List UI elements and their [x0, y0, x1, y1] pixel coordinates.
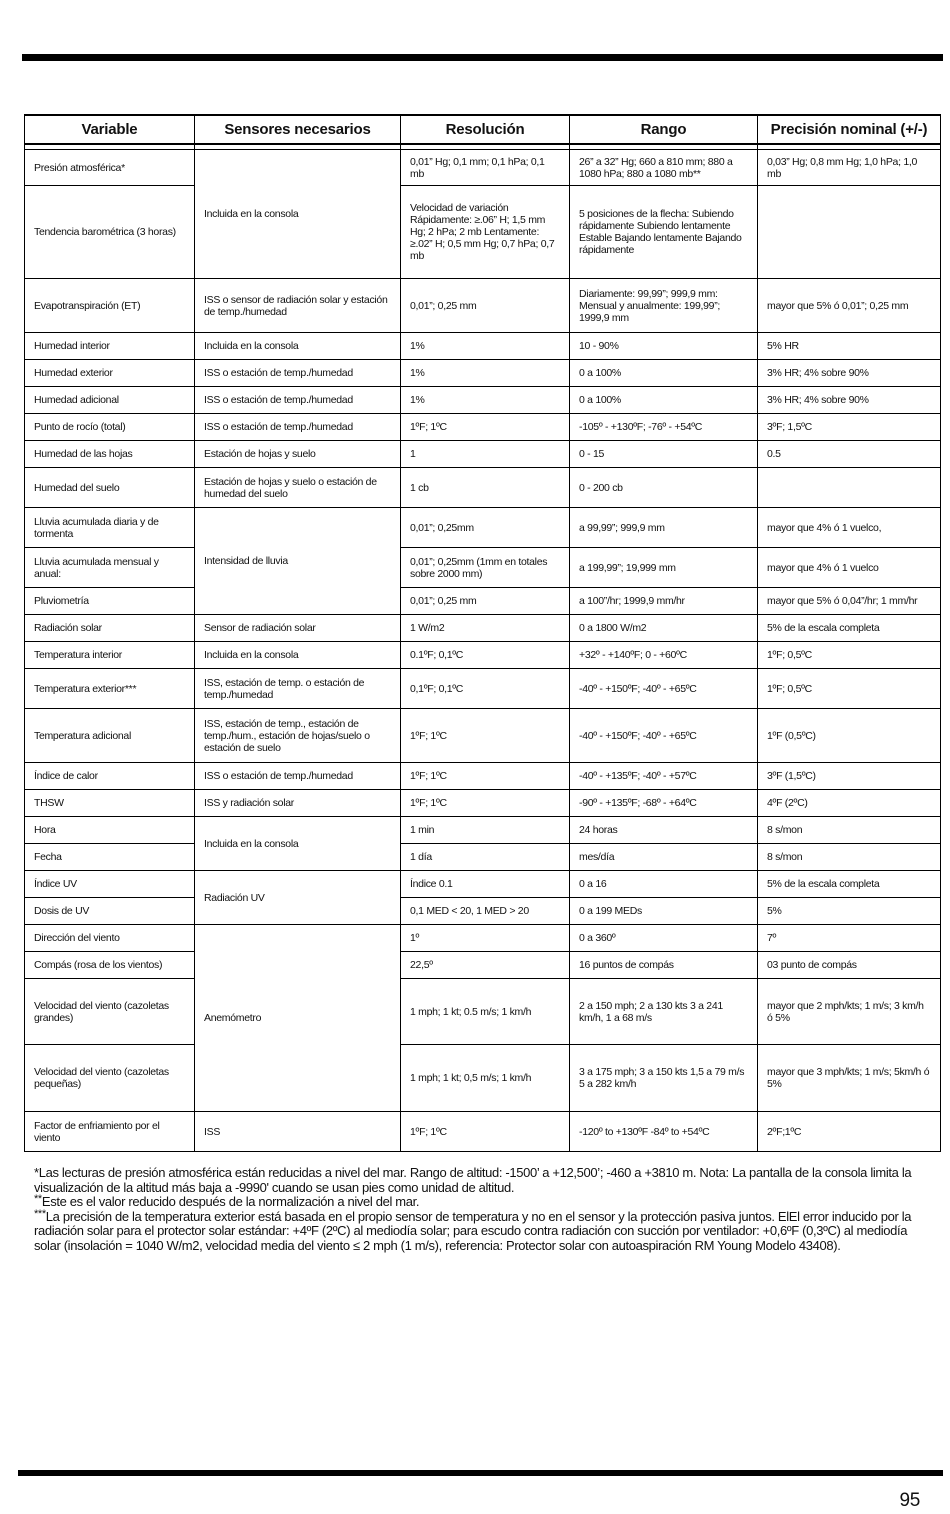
- cell-precision: 8 s/mon: [758, 817, 941, 844]
- cell-precision: 1ºF; 0,5ºC: [758, 642, 941, 669]
- cell-variable: Lluvia acumulada diaria y de tormenta: [25, 508, 195, 548]
- table-row: [25, 979, 941, 1045]
- top-rule: [22, 54, 943, 61]
- cell-resolution: 1ºF; 1ºC: [401, 1112, 570, 1152]
- table-row: [25, 763, 941, 790]
- cell-variable: Índice UV: [25, 871, 195, 898]
- cell-range: -40º - +150ºF; -40º - +65ºC: [570, 669, 758, 709]
- cell-resolution: 0,01”; 0,25mm: [401, 508, 570, 548]
- cell-precision: 5% de la escala completa: [758, 871, 941, 898]
- cell-variable: Velocidad del viento (cazoletas grandes): [25, 979, 195, 1045]
- cell-sensor: Estación de hojas y suelo o estación de humedad del suelo: [195, 468, 401, 508]
- cell-resolution: 0,01”; 0,25 mm: [401, 588, 570, 615]
- cell-sensor: Incluida en la consola: [195, 642, 401, 669]
- cell-precision: 0,03” Hg; 0,8 mm Hg; 1,0 hPa; 1,0 mb: [758, 150, 941, 186]
- cell-range: mes/día: [570, 844, 758, 871]
- cell-precision: 3% HR; 4% sobre 90%: [758, 387, 941, 414]
- cell-sensor: ISS o estación de temp./humedad: [195, 360, 401, 387]
- cell-precision: 7º: [758, 925, 941, 952]
- cell-range: 2 a 150 mph; 2 a 130 kts 3 a 241 km/h, 1 a 68 m/s: [570, 979, 758, 1045]
- footnote-marker: **: [34, 1193, 42, 1205]
- cell-resolution: 1º: [401, 925, 570, 952]
- specifications-table: [24, 114, 941, 1152]
- cell-variable: Humedad interior: [25, 333, 195, 360]
- cell-precision: 8 s/mon: [758, 844, 941, 871]
- cell-resolution: 1ºF; 1ºC: [401, 414, 570, 441]
- header-variable: Variable: [25, 115, 195, 144]
- cell-sensor: ISS, estación de temp. o estación de temp./humedad: [195, 669, 401, 709]
- cell-range: 3 a 175 mph; 3 a 150 kts 1,5 a 79 m/s 5 a 282 km/h: [570, 1045, 758, 1112]
- cell-range: 0 a 1800 W/m2: [570, 615, 758, 642]
- cell-variable: Pluviometría: [25, 588, 195, 615]
- cell-variable: Humedad adicional: [25, 387, 195, 414]
- table-row: [25, 871, 941, 898]
- cell-precision: mayor que 4% ó 1 vuelco: [758, 548, 941, 588]
- footnote-temperature: [34, 1207, 934, 1254]
- cell-variable: Humedad exterior: [25, 360, 195, 387]
- cell-range: 5 posiciones de la flecha: Subiendo rápidamente Subiendo lentamente Estable Bajando lentamente Bajando rápidamente: [570, 186, 758, 279]
- cell-resolution: 0.1ºF; 0,1ºC: [401, 642, 570, 669]
- cell-sensor: Anemómetro: [195, 925, 401, 1112]
- footnote-sea-level: [34, 1195, 934, 1210]
- cell-resolution: 1 mph; 1 kt; 0,5 m/s; 1 km/h: [401, 1045, 570, 1112]
- cell-range: 0 a 360º: [570, 925, 758, 952]
- table-row: [25, 468, 941, 508]
- cell-sensor: ISS o sensor de radiación solar y estación de temp./humedad: [195, 279, 401, 333]
- bottom-rule: [18, 1470, 943, 1476]
- cell-variable: Compás (rosa de los vientos): [25, 952, 195, 979]
- cell-precision: 1ºF (0,5ºC): [758, 709, 941, 763]
- cell-resolution: 1 mph; 1 kt; 0.5 m/s; 1 km/h: [401, 979, 570, 1045]
- table-row: [25, 1112, 941, 1152]
- cell-precision: mayor que 3 mph/kts; 1 m/s; 5km/h ó 5%: [758, 1045, 941, 1112]
- cell-resolution: 1 día: [401, 844, 570, 871]
- table-row: [25, 642, 941, 669]
- cell-variable: Dosis de UV: [25, 898, 195, 925]
- cell-range: 0 a 199 MEDs: [570, 898, 758, 925]
- cell-range: -120º to +130ºF -84º to +54ºC: [570, 1112, 758, 1152]
- table-row: [25, 186, 941, 279]
- cell-resolution: 0,01” Hg; 0,1 mm; 0,1 hPa; 0,1 mb: [401, 150, 570, 186]
- cell-range: 0 a 16: [570, 871, 758, 898]
- cell-resolution: 1%: [401, 387, 570, 414]
- cell-range: 24 horas: [570, 817, 758, 844]
- cell-sensor: ISS o estación de temp./humedad: [195, 387, 401, 414]
- cell-variable: Tendencia barométrica (3 horas): [25, 186, 195, 279]
- cell-range: Diariamente: 99,99”; 999,9 mm: Mensual y anualmente: 199,99”; 1999,9 mm: [570, 279, 758, 333]
- cell-resolution: 1 min: [401, 817, 570, 844]
- table-row: [25, 333, 941, 360]
- cell-range: 0 - 15: [570, 441, 758, 468]
- cell-sensor: Estación de hojas y suelo: [195, 441, 401, 468]
- cell-precision: 1ºF; 0,5ºC: [758, 669, 941, 709]
- cell-sensor: ISS, estación de temp., estación de temp./hum., estación de hojas/suelo o estación de suelo: [195, 709, 401, 763]
- cell-sensor: Incluida en la consola: [195, 817, 401, 871]
- table-row: [25, 615, 941, 642]
- table-row: [25, 279, 941, 333]
- cell-variable: THSW: [25, 790, 195, 817]
- cell-sensor: ISS o estación de temp./humedad: [195, 763, 401, 790]
- footnotes: [34, 1166, 934, 1253]
- cell-variable: Velocidad del viento (cazoletas pequeñas): [25, 1045, 195, 1112]
- cell-sensor: Intensidad de lluvia: [195, 508, 401, 615]
- cell-variable: Factor de enfriamiento por el viento: [25, 1112, 195, 1152]
- cell-sensor: Radiación UV: [195, 871, 401, 925]
- cell-resolution: 0,01”; 0,25 mm: [401, 279, 570, 333]
- cell-resolution: 1ºF; 1ºC: [401, 709, 570, 763]
- cell-resolution: 1ºF; 1ºC: [401, 790, 570, 817]
- cell-precision: [758, 186, 941, 279]
- footnote-pressure: *Las lecturas de presión atmosférica están reducidas a nivel del mar. Rango de altitud: -1500’ a +12,500’; -460 a +3810 m. Nota: La pantalla de la consola limita la visualización de la altitud más baja a -9990' cuando se usan pies como unidad de altitud.: [34, 1165, 912, 1195]
- cell-sensor: ISS y radiación solar: [195, 790, 401, 817]
- table-row: [25, 150, 941, 186]
- cell-sensor: Incluida en la consola: [195, 333, 401, 360]
- table-row: [25, 952, 941, 979]
- cell-resolution: 1%: [401, 333, 570, 360]
- table-row: [25, 844, 941, 871]
- cell-range: 0 a 100%: [570, 387, 758, 414]
- cell-resolution: 0,01”; 0,25mm (1mm en totales sobre 2000 mm): [401, 548, 570, 588]
- cell-precision: mayor que 5% ó 0,01”; 0,25 mm: [758, 279, 941, 333]
- cell-resolution: 1ºF; 1ºC: [401, 763, 570, 790]
- cell-resolution: Velocidad de variación Rápidamente: ≥.06” H; 1,5 mm Hg; 2 hPa; 2 mb Lentamente: ≥.02” H; 0,5 mm Hg; 0,7 hPa; 0,7 mb: [401, 186, 570, 279]
- table-row: [25, 709, 941, 763]
- cell-precision: 5% HR: [758, 333, 941, 360]
- cell-range: +32º - +140ºF; 0 - +60ºC: [570, 642, 758, 669]
- cell-variable: Humedad de las hojas: [25, 441, 195, 468]
- header-precision: Precisión nominal (+/-): [758, 115, 941, 144]
- cell-variable: Humedad del suelo: [25, 468, 195, 508]
- cell-precision: 5% de la escala completa: [758, 615, 941, 642]
- cell-variable: Evapotranspiración (ET): [25, 279, 195, 333]
- footnote-text: La precisión de la temperatura exterior está basada en el propio sensor de temperatura y no en el sensor y la protección pasiva juntos. ElEl error inducido por la radiación solar para el protector solar estándar: +4ºF (2ºC) al mediodía solar; para escudo contra radiación con succión por ventilador: +0,6ºF (0,3ºC) al mediodía solar (insolación = 1040 W/m2, velocidad media del viento ≤ 2 mph (1 m/s), referencia: Protector solar con autoaspiración RM Young Modelo 43408).: [34, 1208, 912, 1253]
- footnote-marker: ***: [34, 1207, 46, 1220]
- cell-variable: Fecha: [25, 844, 195, 871]
- table-row: [25, 925, 941, 952]
- cell-precision: 4ºF (2ºC): [758, 790, 941, 817]
- table-row: [25, 790, 941, 817]
- cell-range: -90º - +135ºF; -68º - +64ºC: [570, 790, 758, 817]
- cell-precision: mayor que 5% ó 0,04”/hr; 1 mm/hr: [758, 588, 941, 615]
- table-row: [25, 387, 941, 414]
- cell-resolution: Índice 0.1: [401, 871, 570, 898]
- cell-resolution: 1 W/m2: [401, 615, 570, 642]
- table-row: [25, 588, 941, 615]
- cell-variable: Hora: [25, 817, 195, 844]
- cell-sensor: ISS: [195, 1112, 401, 1152]
- cell-precision: 3ºF (1,5ºC): [758, 763, 941, 790]
- cell-variable: Temperatura adicional: [25, 709, 195, 763]
- header-sensors: Sensores necesarios: [195, 115, 401, 144]
- cell-variable: Índice de calor: [25, 763, 195, 790]
- header-resolution: Resolución: [401, 115, 570, 144]
- cell-sensor: ISS o estación de temp./humedad: [195, 414, 401, 441]
- cell-range: 10 - 90%: [570, 333, 758, 360]
- cell-sensor: Sensor de radiación solar: [195, 615, 401, 642]
- cell-range: a 100”/hr; 1999,9 mm/hr: [570, 588, 758, 615]
- cell-precision: 3% HR; 4% sobre 90%: [758, 360, 941, 387]
- cell-resolution: 1: [401, 441, 570, 468]
- cell-range: 0 a 100%: [570, 360, 758, 387]
- cell-range: 16 puntos de compás: [570, 952, 758, 979]
- cell-variable: Presión atmosférica*: [25, 150, 195, 186]
- header-range: Rango: [570, 115, 758, 144]
- cell-variable: Temperatura exterior***: [25, 669, 195, 709]
- cell-range: -40º - +135ºF; -40º - +57ºC: [570, 763, 758, 790]
- table-row: [25, 548, 941, 588]
- cell-precision: 2ºF;1ºC: [758, 1112, 941, 1152]
- cell-variable: Radiación solar: [25, 615, 195, 642]
- cell-range: a 199,99”; 19,999 mm: [570, 548, 758, 588]
- cell-precision: mayor que 4% ó 1 vuelco,: [758, 508, 941, 548]
- footnote-text: Este es el valor reducido después de la normalización a nivel del mar.: [41, 1194, 420, 1209]
- cell-precision: 0.5: [758, 441, 941, 468]
- cell-resolution: 1%: [401, 360, 570, 387]
- table-row: [25, 414, 941, 441]
- table-row: [25, 508, 941, 548]
- cell-variable: Lluvia acumulada mensual y anual:: [25, 548, 195, 588]
- cell-resolution: 1 cb: [401, 468, 570, 508]
- table-row: [25, 669, 941, 709]
- table-row: [25, 360, 941, 387]
- cell-variable: Temperatura interior: [25, 642, 195, 669]
- cell-range: -40º - +150ºF; -40º - +65ºC: [570, 709, 758, 763]
- cell-range: -105º - +130ºF; -76º - +54ºC: [570, 414, 758, 441]
- cell-precision: mayor que 2 mph/kts; 1 m/s; 3 km/h ó 5%: [758, 979, 941, 1045]
- table-row: [25, 441, 941, 468]
- table-header: [25, 115, 941, 144]
- cell-precision: 5%: [758, 898, 941, 925]
- cell-precision: 3ºF; 1,5ºC: [758, 414, 941, 441]
- cell-range: 0 - 200 cb: [570, 468, 758, 508]
- table-row: [25, 817, 941, 844]
- cell-range: a 99,99”; 999,9 mm: [570, 508, 758, 548]
- cell-resolution: 0,1 MED < 20, 1 MED > 20: [401, 898, 570, 925]
- cell-precision: 03 punto de compás: [758, 952, 941, 979]
- cell-precision: [758, 468, 941, 508]
- cell-variable: Dirección del viento: [25, 925, 195, 952]
- table-row: [25, 898, 941, 925]
- cell-variable: Punto de rocío (total): [25, 414, 195, 441]
- cell-resolution: 22,5º: [401, 952, 570, 979]
- cell-range: 26” a 32” Hg; 660 a 810 mm; 880 a 1080 hPa; 880 a 1080 mb**: [570, 150, 758, 186]
- cell-sensor: Incluida en la consola: [195, 150, 401, 279]
- table-row: [25, 1045, 941, 1112]
- page-number: 95: [899, 1490, 920, 1511]
- cell-resolution: 0,1ºF; 0,1ºC: [401, 669, 570, 709]
